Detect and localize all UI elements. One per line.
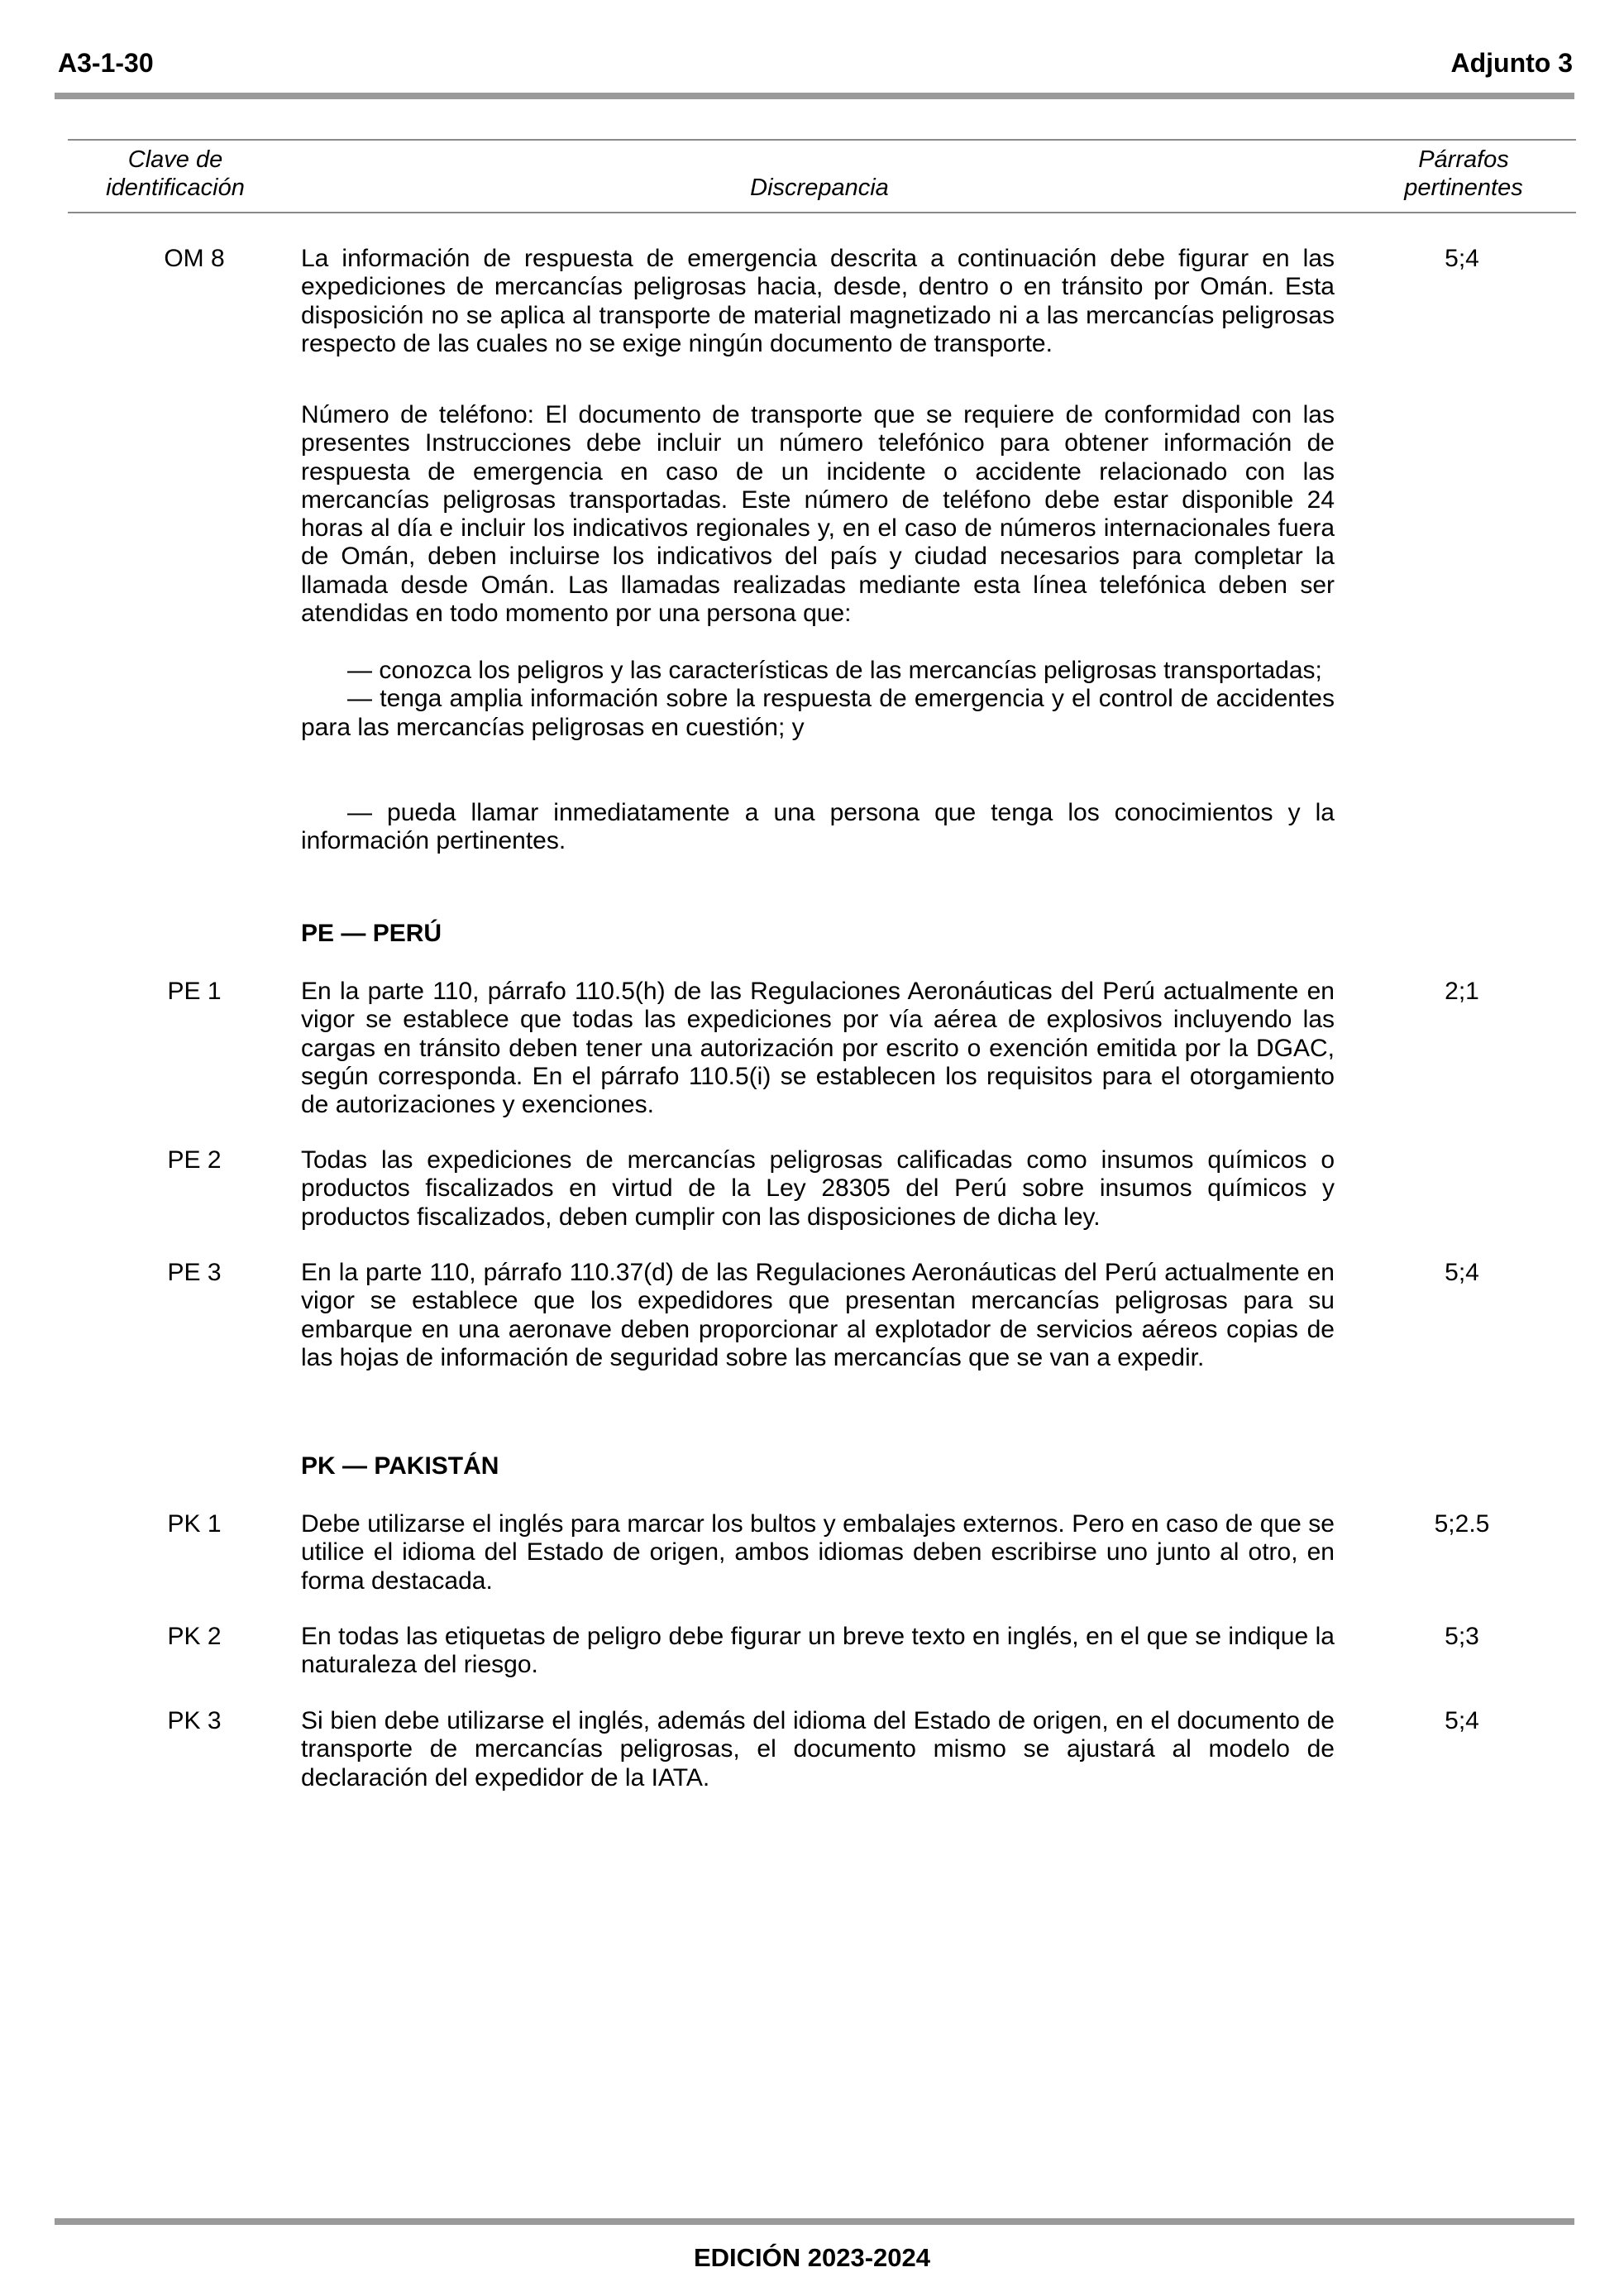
header-rule bbox=[55, 93, 1574, 99]
section-title-pe: PE — PERÚ bbox=[301, 920, 442, 947]
pk3-text: Si bien debe utilizarse el inglés, además del idioma del Estado de origen, en el documento de transporte de mercancías peligrosas, el documento mismo se ajustará al modelo de declaración del expedidor de la IATA. bbox=[301, 1707, 1335, 1791]
column-header-paragraphs-line2: pertinentes bbox=[1404, 175, 1523, 201]
pk2-text: En todas las etiquetas de peligro debe figurar un breve texto en inglés, en el que se indique la naturaleza del riesgo. bbox=[301, 1623, 1335, 1679]
om8-dash-item-3: — pueda llamar inmediatamente a una persona que tenga los conocimientos y la información pertinentes. bbox=[301, 799, 1335, 855]
pk1-text: Debe utilizarse el inglés para marcar los bultos y embalajes externos. Pero en caso de que se utilice el idioma del Estado de origen, ambos idiomas deben escribirse uno junto al otro, en forma destacada. bbox=[301, 1510, 1335, 1595]
attachment-label: Adjunto 3 bbox=[1450, 48, 1573, 78]
entry-key-pk3: PK 3 bbox=[167, 1707, 222, 1734]
entry-key-om8: OM 8 bbox=[164, 245, 225, 272]
column-header-key-line1: Clave de bbox=[127, 146, 223, 173]
column-header-bottom-rule bbox=[68, 212, 1576, 213]
entry-ref-pk3: 5;4 bbox=[1445, 1707, 1479, 1734]
entry-text-pe2 bbox=[301, 1146, 1335, 1232]
pe1-text: En la parte 110, párrafo 110.5(h) de las Regulaciones Aeronáuticas del Perú actualmente en vigor se establece que todas las expediciones por vía aérea de explosivos incluyendo las cargas en tránsito deben tener una autorización por escrito o exención emitida por la DGAC, según corresponda. En el párrafo 110.5(i) se establecen los requisitos para el otorgamiento de autorizaciones y exenciones. bbox=[301, 978, 1335, 1119]
entry-key-pe1: PE 1 bbox=[167, 978, 222, 1005]
pe3-text: En la parte 110, párrafo 110.37(d) de las Regulaciones Aeronáuticas del Perú actualmente en vigor se establece que los expedidores que presentan mercancías peligrosas para su embarque en una aeronave deben proporcionar al explotador de servicios aéreos copias de las hojas de información de seguridad sobre las mercancías que se van a expedir. bbox=[301, 1259, 1335, 1371]
om8-paragraph-2: Número de teléfono: El documento de transporte que se requiere de conformidad con las presentes Instrucciones debe incluir un número telefónico para obtener información de respuesta de emergencia en caso de un incidente o accidente relacionado con las mercancías peligrosas transportadas. Este número de teléfono debe estar disponible 24 horas al día e incluir los indicativos regionales y, en el caso de números internacionales fuera de Omán, deben incluirse los indicativos del país y ciudad necesarios para completar la llamada desde Omán. Las llamadas realizadas mediante esta línea telefónica deben ser atendidas en todo momento por una persona que: bbox=[301, 401, 1335, 628]
column-header-top-rule bbox=[68, 139, 1576, 141]
entry-text-om8-p2 bbox=[301, 401, 1335, 628]
column-header-paragraphs-line1: Párrafos bbox=[1418, 146, 1509, 173]
entry-key-pe3: PE 3 bbox=[167, 1259, 222, 1286]
entry-text-pk3 bbox=[301, 1707, 1335, 1792]
entry-text-om8-dashes bbox=[301, 657, 1335, 742]
page-number: A3-1-30 bbox=[58, 48, 154, 78]
om8-paragraph-1: La información de respuesta de emergencia descrita a continuación debe figurar en las expediciones de mercancías peligrosas hacia, desde, dentro o en tránsito por Omán. Esta disposición no se aplica al transporte de material magnetizado ni a las mercancías peligrosas respecto de las cuales no se exige ningún documento de transporte. bbox=[301, 245, 1335, 357]
om8-dash-item-1: — conozca los peligros y las características de las mercancías peligrosas transportadas; bbox=[347, 657, 1322, 684]
entry-text-pe3 bbox=[301, 1259, 1335, 1372]
entry-ref-pe1: 2;1 bbox=[1445, 978, 1479, 1005]
entry-text-pk1 bbox=[301, 1510, 1335, 1595]
column-header-paragraphs bbox=[1356, 146, 1571, 202]
entry-text-pe1 bbox=[301, 978, 1335, 1119]
entry-ref-pk1: 5;2.5 bbox=[1434, 1510, 1490, 1538]
entry-text-om8-dash3 bbox=[301, 799, 1335, 856]
edition-footer: EDICIÓN 2023-2024 bbox=[693, 2243, 931, 2272]
pe2-text: Todas las expediciones de mercancías peligrosas calificadas como insumos químicos o productos fiscalizados en virtud de la Ley 28305 del Perú sobre insumos químicos y productos fiscalizados, deben cumplir con las disposiciones de dicha ley. bbox=[301, 1146, 1335, 1231]
footer-rule bbox=[55, 2218, 1574, 2225]
entry-key-pk1: PK 1 bbox=[167, 1510, 222, 1538]
entry-key-pe2: PE 2 bbox=[167, 1146, 222, 1174]
entry-key-pk2: PK 2 bbox=[167, 1623, 222, 1650]
entry-ref-pk2: 5;3 bbox=[1445, 1623, 1479, 1650]
entry-ref-pe3: 5;4 bbox=[1445, 1259, 1479, 1286]
entry-ref-om8: 5;4 bbox=[1445, 245, 1479, 272]
column-header-discrepancy: Discrepancia bbox=[750, 175, 889, 201]
column-header-key-line2: identificación bbox=[106, 175, 245, 201]
entry-text-pk2 bbox=[301, 1623, 1335, 1680]
entry-text-om8-p1 bbox=[301, 245, 1335, 358]
column-header-key bbox=[68, 146, 283, 202]
om8-dash-item-2: — tenga amplia información sobre la respuesta de emergencia y el control de accidentes para las mercancías peligrosas en cuestión; y bbox=[301, 685, 1335, 741]
section-title-pk: PK — PAKISTÁN bbox=[301, 1452, 499, 1480]
